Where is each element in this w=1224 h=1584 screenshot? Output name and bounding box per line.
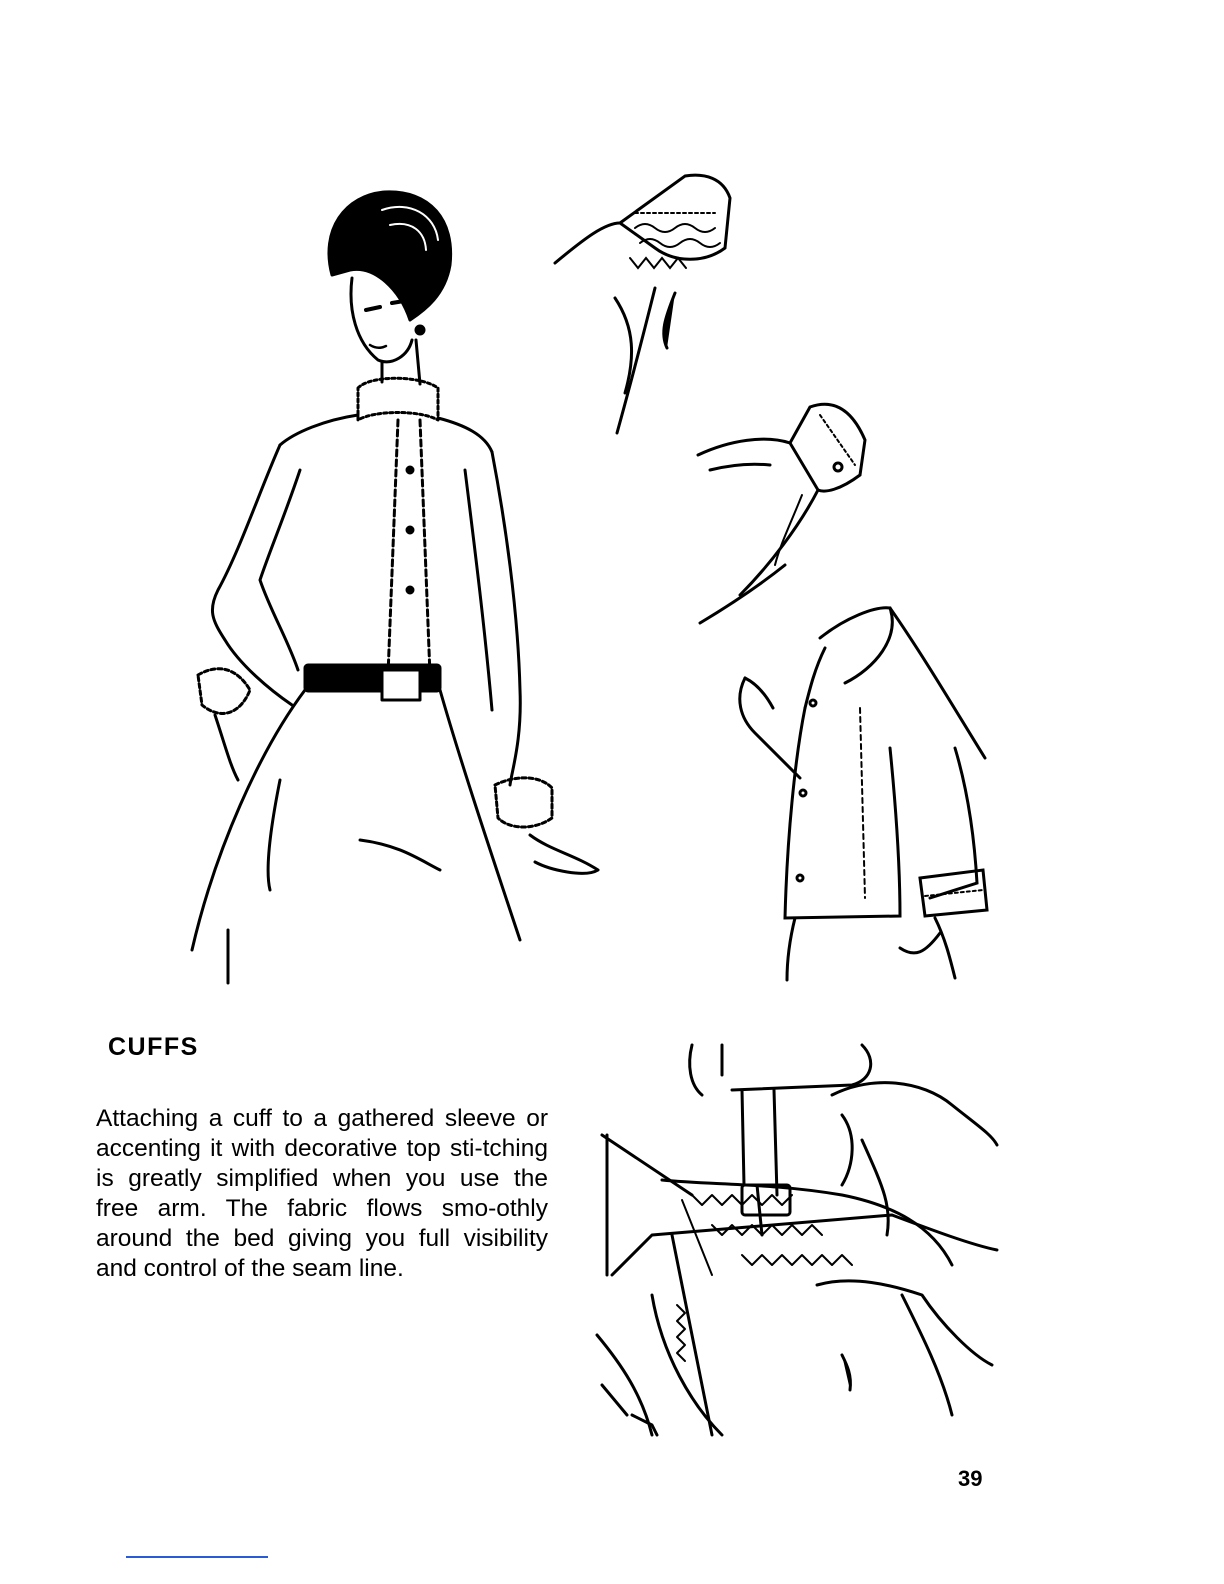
buttoned-cuff-illustration (690, 395, 875, 630)
bottom-rule (126, 1556, 268, 1558)
body-paragraph: Attaching a cuff to a gathered sleeve or accenting it with decorative top sti-tching is greatly simplified when you use the free arm. The fabric flows smo-othly around the bed giving you full visibility and control of the seam line. (96, 1105, 548, 1282)
free-arm-sewing-illustration (592, 1035, 1002, 1443)
section-heading: CUFFS (108, 1033, 199, 1061)
page-number: 39 (958, 1466, 983, 1491)
jacket-cuff-illustration (725, 598, 995, 983)
